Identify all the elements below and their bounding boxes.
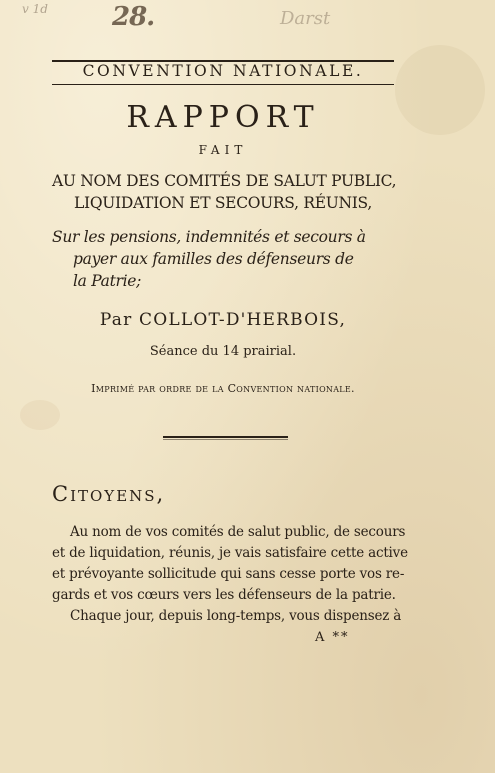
convention-header: CONVENTION NATIONALE. [82, 62, 364, 80]
imprint-line: Imprimé par ordre de la Convention nationale. [91, 382, 355, 395]
subject-line-1: Sur les pensions, indemnités et secours à [52, 228, 366, 246]
handwritten-scribble: Darst [280, 8, 331, 29]
separator-rule-thin [163, 439, 288, 440]
salutation: Citoyens, [52, 482, 166, 506]
paper-stain [20, 400, 60, 430]
signature-mark: A ** [315, 630, 350, 645]
document-title: RAPPORT [126, 100, 320, 135]
author-line: Par COLLOT-D'HERBOIS, [99, 310, 347, 330]
body-line-4: gards et vos cœurs vers les défenseurs de la patrie. [52, 587, 396, 603]
body-line-2: et de liquidation, réunis, je vais satisfaire cette active [52, 545, 408, 561]
handwritten-corner-note: v 1d [22, 2, 48, 16]
subject-line-2: payer aux familles des défenseurs de [73, 250, 354, 268]
title-line-2: LIQUIDATION ET SECOURS, RÉUNIS, [74, 194, 372, 212]
paper-stain [395, 45, 485, 135]
body-line-1: Au nom de vos comités de salut public, de secours [70, 524, 406, 540]
title-line-1: AU NOM DES COMITÉS DE SALUT PUBLIC, [52, 172, 397, 190]
header-rule-bottom [52, 84, 394, 85]
subject-line-3: la Patrie; [73, 272, 142, 290]
body-line-5: Chaque jour, depuis long-temps, vous dispensez à [70, 608, 402, 624]
separator-rule [163, 436, 288, 438]
handwritten-number: 28. [112, 2, 155, 32]
session-date: Séance du 14 prairial. [149, 344, 297, 359]
body-line-3: et prévoyante sollicitude qui sans cesse porte vos re- [52, 566, 405, 582]
title-fait: FAIT [198, 143, 248, 157]
